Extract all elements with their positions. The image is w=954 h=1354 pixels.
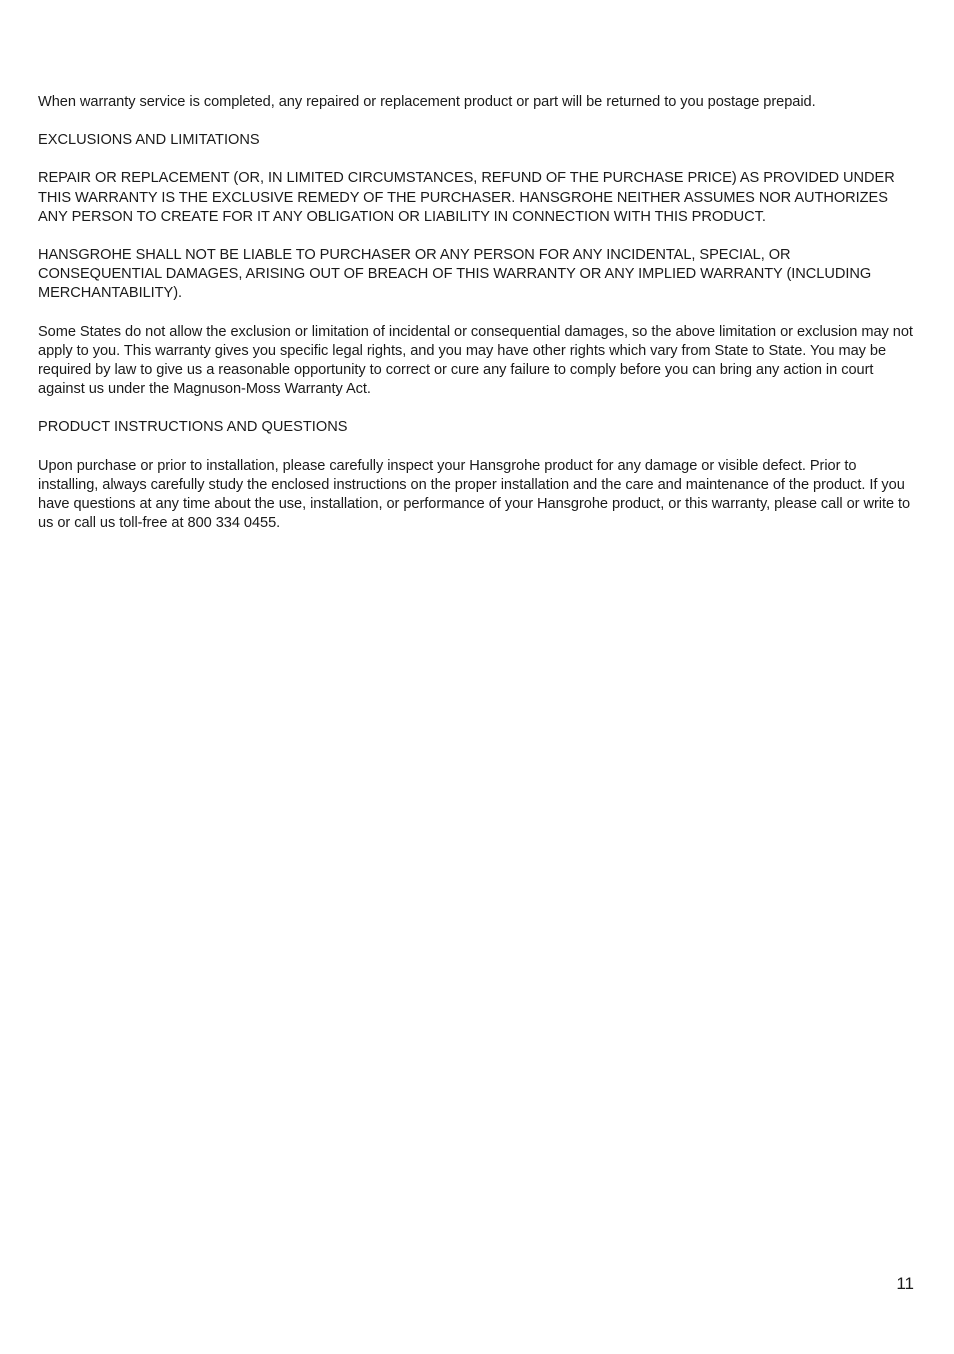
paragraph-liability: HANSGROHE SHALL NOT BE LIABLE TO PURCHASER OR ANY PERSON FOR ANY INCIDENTAL, SPECIAL, OR CONSEQUENTIAL DAMAGES, ARISING OUT OF BREACH OF THIS WARRANTY OR ANY IMPLIED WARRANTY (INCLUDING MERCHANTABILITY). bbox=[38, 247, 872, 302]
paragraph-warranty-service: When warranty service is completed, any repaired or replacement product or part will be returned to you postage prepaid. bbox=[38, 94, 816, 110]
page-number: 11 bbox=[896, 1274, 914, 1293]
paragraph-state-rights: Some States do not allow the exclusion or limitation of incidental or consequential damages, so the above limitation or exclusion may not apply to you. This warranty gives you specific legal rights, and you may have other rights which vary from State to State. You may be required by law to give us a reasonable opportunity to correct or cure any failure to comply before you can bring any action in court against us under the Magnuson-Moss Warranty Act. bbox=[38, 323, 913, 398]
document-body bbox=[38, 93, 914, 552]
heading-product-instructions: PRODUCT INSTRUCTIONS AND QUESTIONS bbox=[38, 419, 348, 436]
paragraph-inspect-product: Upon purchase or prior to installation, please carefully inspect your Hansgrohe product for any damage or visible defect. Prior to installing, always carefully study the enclosed instructions on the proper installation and the care and maintenance of the product. If you have questions at any time about the use, installation, or performance of your Hansgrohe product, or this warranty, please call or write to us or call us toll-free at 800 334 0455. bbox=[38, 457, 911, 532]
heading-exclusions-limitations: EXCLUSIONS AND LIMITATIONS bbox=[38, 132, 260, 149]
paragraph-exclusive-remedy: REPAIR OR REPLACEMENT (OR, IN LIMITED CIRCUMSTANCES, REFUND OF THE PURCHASE PRICE) AS PROVIDED UNDER THIS WARRANTY IS THE EXCLUSIVE REMEDY OF THE PURCHASER. HANSGROHE NEITHER ASSUMES NOR AUTHORIZES ANY PERSON TO CREATE FOR IT ANY OBLIGATION OR LIABILITY IN CONNECTION WITH THIS PRODUCT. bbox=[38, 170, 895, 225]
